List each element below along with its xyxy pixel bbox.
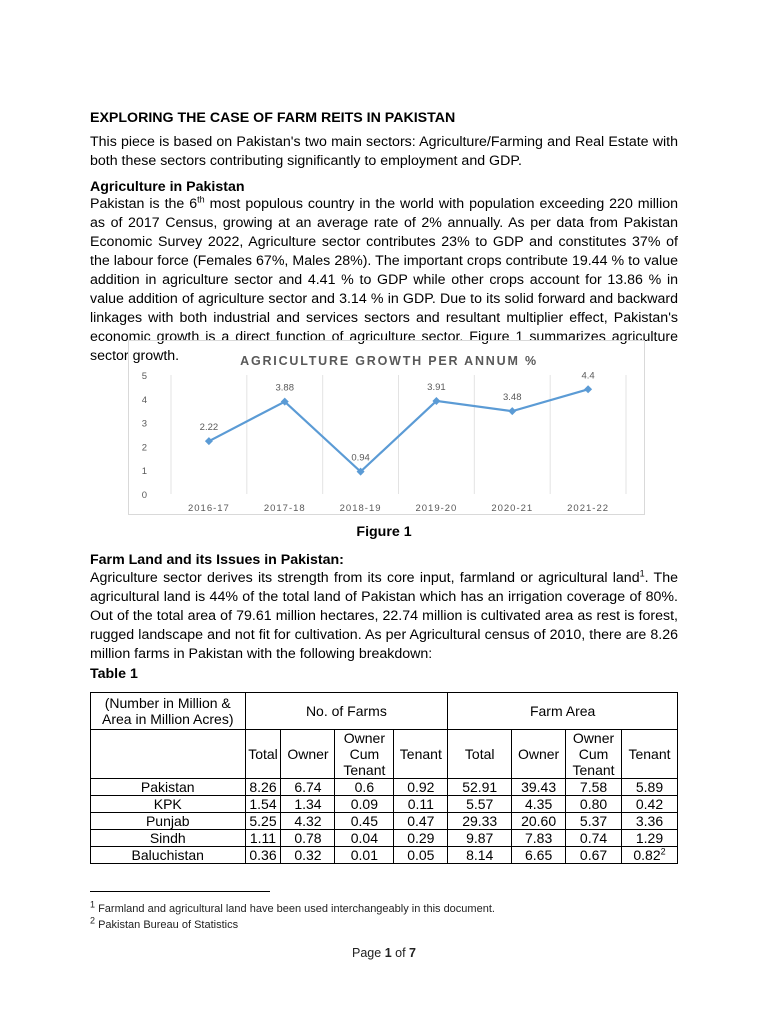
table-row bbox=[91, 830, 678, 847]
cell-area-total: 52.91 bbox=[448, 779, 512, 796]
data-label: 0.94 bbox=[351, 452, 370, 464]
cell-farms-owner-cum-tenant: 0.45 bbox=[335, 813, 394, 830]
data-label: 3.88 bbox=[275, 382, 294, 394]
cell-farms-tenant: 0.29 bbox=[394, 830, 448, 847]
data-point bbox=[205, 437, 213, 445]
cell-area-total: 5.57 bbox=[448, 796, 512, 813]
chart-y-axis bbox=[142, 371, 147, 501]
page-number: Page 1 of 7 bbox=[352, 946, 416, 960]
cell-farms-owner: 4.32 bbox=[281, 813, 335, 830]
cell-farms-owner: 6.74 bbox=[281, 779, 335, 796]
table-row bbox=[91, 779, 678, 796]
y-tick-label: 0 bbox=[141, 490, 147, 501]
cell-farms-owner-cum-tenant: 0.09 bbox=[335, 796, 394, 813]
cell-farms-tenant: 0.05 bbox=[394, 847, 448, 864]
y-tick-label: 4 bbox=[141, 394, 147, 406]
cell-area-tenant: 3.36 bbox=[622, 813, 678, 830]
data-label: 2.22 bbox=[199, 422, 219, 434]
cell-farms-owner-cum-tenant: 0.04 bbox=[335, 830, 394, 847]
intro-paragraph: This piece is based on Pakistan's two main sectors: Agriculture/Farming and Real Estate with both these sectors contributing significantly to employment and GDP. bbox=[90, 134, 678, 169]
table-row bbox=[91, 813, 678, 830]
cell-farms-owner: 0.78 bbox=[281, 830, 335, 847]
chart-title: AGRICULTURE GROWTH PER ANNUM % bbox=[240, 354, 538, 368]
data-label: 4.4 bbox=[581, 370, 595, 382]
cell-area-total: 9.87 bbox=[448, 830, 512, 847]
x-tick-label: 2020-21 bbox=[491, 503, 534, 514]
cell-farms-owner-cum-tenant: 0.01 bbox=[335, 847, 394, 864]
row-region: Sindh bbox=[91, 830, 246, 847]
section-heading-agriculture: Agriculture in Pakistan bbox=[90, 179, 245, 195]
cell-farms-owner: 1.34 bbox=[281, 796, 335, 813]
header-farm-area: Farm Area bbox=[448, 693, 678, 730]
cell-area-owner: 39.43 bbox=[512, 779, 566, 796]
chart-x-axis bbox=[188, 503, 609, 514]
table-row bbox=[91, 796, 678, 813]
x-tick-label: 2021-22 bbox=[567, 503, 610, 514]
cell-farms-tenant: 0.47 bbox=[394, 813, 448, 830]
table-unit-note: (Number in Million & Area in Million Acres) bbox=[91, 693, 246, 730]
chart-gridlines bbox=[171, 375, 626, 494]
x-tick-label: 2019-20 bbox=[415, 503, 458, 514]
header-no-of-farms: No. of Farms bbox=[245, 693, 448, 730]
data-label: 3.91 bbox=[427, 381, 446, 393]
section-heading-farmland: Farm Land and its Issues in Pakistan: bbox=[90, 552, 344, 568]
cell-area-tenant: 5.89 bbox=[622, 779, 678, 796]
footnote-separator bbox=[90, 891, 270, 892]
ordinal-superscript: th bbox=[197, 194, 205, 205]
footnote-ref-1: 1 bbox=[639, 568, 645, 579]
subheader-area-owner-cum-tenant: Owner Cum Tenant bbox=[566, 730, 622, 779]
footnote-1: $^1$ Farmland and agricultural land have been used interchangeably in this document. bbox=[90, 899, 495, 915]
cell-farms-total: 5.25 bbox=[245, 813, 281, 830]
chart-canvas bbox=[129, 341, 644, 514]
subheader-area-total: Total bbox=[448, 730, 512, 779]
cell-farms-tenant: 0.11 bbox=[394, 796, 448, 813]
cell-farms-tenant: 0.92 bbox=[394, 779, 448, 796]
cell-farms-total: 0.36 bbox=[245, 847, 281, 864]
cell-area-tenant: 0.82$^2$ bbox=[622, 847, 678, 864]
cell-area-owner: 6.65 bbox=[512, 847, 566, 864]
row-region: Baluchistan bbox=[91, 847, 246, 864]
y-tick-label: 1 bbox=[141, 466, 147, 478]
table-label: Table 1 bbox=[90, 666, 138, 682]
data-point bbox=[508, 407, 516, 415]
subheader-farms-owner: Owner bbox=[281, 730, 335, 779]
document-title: EXPLORING THE CASE OF FARM REITS IN PAKISTAN bbox=[90, 110, 456, 126]
cell-area-owner-cum-tenant: 7.58 bbox=[566, 779, 622, 796]
figure-caption: Figure 1 bbox=[356, 524, 412, 540]
subheader-farms-owner-cum-tenant: Owner Cum Tenant bbox=[335, 730, 394, 779]
cell-area-total: 8.14 bbox=[448, 847, 512, 864]
row-region: KPK bbox=[91, 796, 246, 813]
subheader-area-tenant: Tenant bbox=[622, 730, 678, 779]
cell-area-owner-cum-tenant: 0.67 bbox=[566, 847, 622, 864]
cell-area-total: 29.33 bbox=[448, 813, 512, 830]
chart-data-labels bbox=[200, 370, 595, 463]
cell-area-owner-cum-tenant: 5.37 bbox=[566, 813, 622, 830]
row-region: Punjab bbox=[91, 813, 246, 830]
agriculture-paragraph: Pakistan is the 6th most populous country in the world with population exceeding 220 million as of 2017 Census, growing at an average rate of 2% annually. As per data from Pakistan Economic Survey 2022, Agriculture sector contributes 23% to GDP and constitutes 37% of the labour force (Females 67%, Males 28%). The important crops contribute 19.44 % to value addition in agriculture sector and 4.41 % to GDP while other crops account for 13.86 % in value addition of agriculture sector and 3.14 % in GDP. Due to its solid forward and backward linkages with both industrial and services sectors and resultant multiplier effect, Pakistan's economic growth is a direct function of agriculture sector. Figure 1 summarizes agriculture sector growth. bbox=[90, 194, 678, 364]
cell-area-owner: 20.60 bbox=[512, 813, 566, 830]
cell-area-owner: 7.83 bbox=[512, 830, 566, 847]
table-row bbox=[91, 847, 678, 864]
cell-area-owner-cum-tenant: 0.74 bbox=[566, 830, 622, 847]
cell-area-owner-cum-tenant: 0.80 bbox=[566, 796, 622, 813]
subheader-farms-total: Total bbox=[245, 730, 281, 779]
cell-farms-total: 1.11 bbox=[245, 830, 281, 847]
cell-area-owner: 4.35 bbox=[512, 796, 566, 813]
cell-area-tenant: 0.42 bbox=[622, 796, 678, 813]
cell-area-tenant: 1.29 bbox=[622, 830, 678, 847]
footnote-ref-2: 2 bbox=[660, 846, 666, 857]
farms-table bbox=[90, 692, 678, 864]
cell-farms-owner: 0.32 bbox=[281, 847, 335, 864]
y-tick-label: 5 bbox=[141, 371, 147, 382]
row-region: Pakistan bbox=[91, 779, 246, 796]
agriculture-growth-chart bbox=[128, 340, 645, 515]
x-tick-label: 2018-19 bbox=[339, 503, 382, 514]
table-header-row bbox=[91, 693, 678, 730]
cell-farms-owner-cum-tenant: 0.6 bbox=[335, 779, 394, 796]
table-subheader-row bbox=[91, 730, 678, 779]
data-label: 3.48 bbox=[503, 392, 522, 404]
farmland-paragraph: Agriculture sector derives its strength from its core input, farmland or agricultural land$^1$. The agricultural land is 44% of the total land of Pakistan which has an irrigation coverage of 80%. Out of the total area of 79.61 million hectares, 22.74 million is cultivated area as rest is forest, rugged landscape and not fit for cultivation. As per Agricultural census of 2010, there are 8.26 million farms in Pakistan with the following breakdown: bbox=[90, 568, 678, 662]
y-tick-label: 3 bbox=[141, 418, 147, 430]
footnote-2: $^2$ Pakistan Bureau of Statistics bbox=[90, 915, 239, 931]
subheader-farms-tenant: Tenant bbox=[394, 730, 448, 779]
subheader-blank bbox=[91, 730, 246, 779]
cell-farms-total: 8.26 bbox=[245, 779, 281, 796]
data-point bbox=[584, 385, 592, 393]
x-tick-label: 2017-18 bbox=[263, 503, 306, 514]
cell-farms-total: 1.54 bbox=[245, 796, 281, 813]
subheader-area-owner: Owner bbox=[512, 730, 566, 779]
x-tick-label: 2016-17 bbox=[187, 503, 230, 514]
y-tick-label: 2 bbox=[141, 442, 147, 454]
